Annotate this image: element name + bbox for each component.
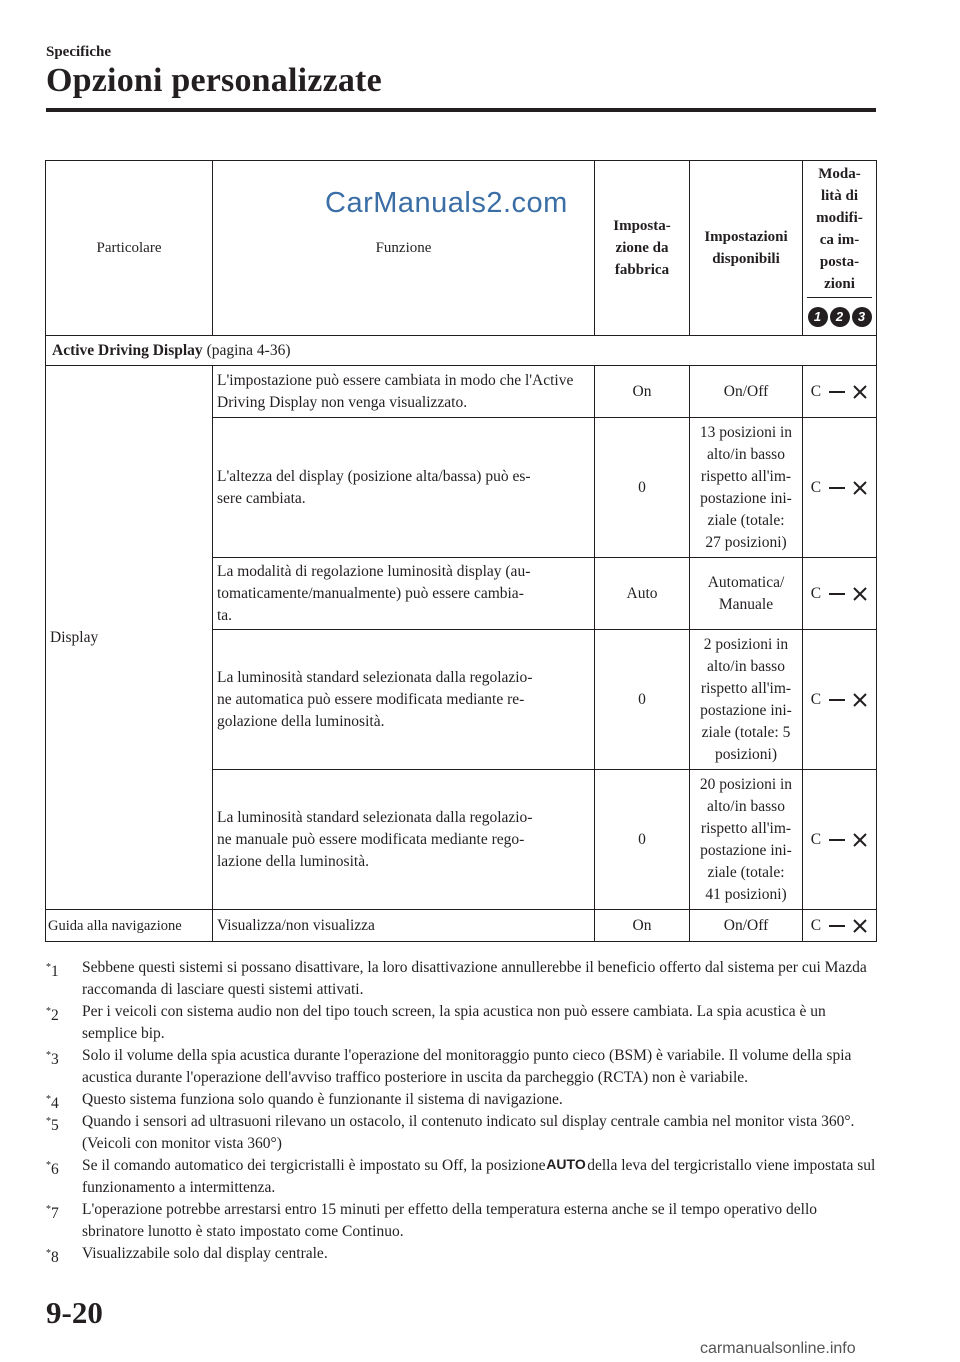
footnote-text: Questo sistema funziona solo quando è funzionante il sistema di navigazione. [82,1091,563,1108]
available-cell: 13 posizioni in alto/in basso rispetto all'im- postazione ini- ziale (totale: 27 posizioni) [690,418,803,558]
page-number: 9-20 [46,1295,103,1330]
footnote [46,1155,876,1199]
footnote-text: L'operazione potrebbe arrestarsi entro 15 minuti per effetto della temperatura esterna anche se il tempo operativo dello sbrinatore lunotto è stato impostato come Continuo. [82,1201,818,1240]
footnote-mark: *1 [46,962,59,980]
title-rule [46,108,876,112]
default-cell: 0 [595,770,690,910]
function-cell: Visualizza/non visualizza [213,910,595,942]
watermark: CarManuals2.com [325,187,568,219]
number-2-icon: 2 [830,307,850,327]
default-cell: Auto [595,558,690,630]
available-cell: Automatica/ Manuale [690,558,803,630]
cross-icon [852,384,868,400]
dash-icon [829,699,845,701]
svg-text:AUTO: AUTO [546,1156,587,1172]
default-cell: 0 [595,418,690,558]
dash-icon [829,839,845,841]
modification-cell [803,630,877,770]
section-page-ref: (pagina 4-36) [202,341,291,359]
header-available: Impostazioni disponibili [690,161,803,336]
footnote [46,1045,876,1089]
section-row [46,336,877,366]
number-3-icon: 3 [852,307,872,327]
footnote-text: Visualizzabile solo dal display centrale. [82,1245,328,1262]
footnote-mark: *7 [46,1204,59,1222]
function-cell: La modalità di regolazione luminosità display (au- tomaticamente/manualmente) può essere cambia- ta. [213,558,595,630]
header-default: Imposta- zione da fabbrica [595,161,690,336]
cross-icon [852,692,868,708]
footnote-text: Solo il volume della spia acustica durante l'operazione del monitoraggio punto cieco (BSM) è variabile. Il volume della spia acustica durante l'operazione dell'avviso traffico posteriore in uscita da parcheggio (RCTA) non è variabile. [82,1047,852,1086]
available-cell: On/Off [690,910,803,942]
cross-icon [852,918,868,934]
cross-icon [852,586,868,602]
function-cell: La luminosità standard selezionata dalla regolazio- ne automatica può essere modificata mediante re- golazione della luminosità. [213,630,595,770]
header-modification [803,161,877,336]
footnote-mark: *2 [46,1006,59,1024]
footnote [46,1089,876,1111]
header-modification-label: Moda- lità di modifi- ca im- posta- zioni [816,166,863,292]
custom-options-table [45,160,877,942]
footnote-mark: *4 [46,1094,59,1112]
group-label-cell: Display [46,366,213,910]
mod-c-label: C [810,916,822,934]
modification-cell [803,558,877,630]
mod-c-label: C [810,690,822,708]
available-cell: 2 posizioni in alto/in basso rispetto all'im- postazione ini- ziale (totale: 5 posizioni) [690,630,803,770]
header-funzione: Funzione [213,161,595,336]
auto-wiper-icon [546,1156,587,1172]
footnote-text-after: della leva del tergicristallo viene impostata sul funzionamento a intermittenza. [82,1157,876,1196]
default-cell: 0 [595,630,690,770]
function-cell: L'impostazione può essere cambiata in modo che l'Active Driving Display non venga visualizzato. [213,366,595,418]
section-label: Specifiche [46,44,111,60]
mod-c-label: C [810,830,822,848]
footnote-mark: *8 [46,1248,59,1266]
modification-number-row [807,297,872,335]
table-row [46,910,877,942]
default-cell: On [595,366,690,418]
section-name: Active Driving Display [52,341,203,359]
cross-icon [852,480,868,496]
footer-watermark: carmanualsonline.info [700,1340,856,1357]
cross-icon [852,832,868,848]
function-cell: La luminosità standard selezionata dalla regolazio- ne manuale può essere modificata mediante rego- lazione della luminosità. [213,770,595,910]
modification-cell [803,418,877,558]
available-cell: 20 posizioni in alto/in basso rispetto all'im- postazione ini- ziale (totale: 41 posizioni) [690,770,803,910]
footnote-text-before: Se il comando automatico dei tergicristalli è impostato su Off, la posizione [82,1157,550,1174]
mod-c-label: C [810,382,822,400]
footnote [46,1001,876,1045]
mod-c-label: C [810,478,822,496]
footnote-text: Sebbene questi sistemi si possano disattivare, la loro disattivazione annullerebbe il beneficio offerto dal sistema per cui Mazda raccomanda di lasciare questi sistemi attivati. [82,959,867,998]
footnotes [46,957,876,1265]
section-cell [46,336,877,366]
page-title: Opzioni personalizzate [46,62,382,99]
footnote-text: Per i veicoli con sistema audio non del tipo touch screen, la spia acustica non può essere cambiata. La spia acustica è un semplice bip. [82,1003,826,1042]
dash-icon [829,593,845,595]
function-cell: L'altezza del display (posizione alta/bassa) può es- sere cambiata. [213,418,595,558]
modification-cell [803,770,877,910]
modification-cell [803,910,877,942]
dash-icon [829,487,845,489]
footnote-text: Quando i sensori ad ultrasuoni rilevano un ostacolo, il contenuto indicato sul display centrale cambia nel monitor vista 360°. (Veicoli con monitor vista 360°) [82,1113,855,1152]
particolare-cell: Guida alla navigazione [46,910,213,942]
modification-cell [803,366,877,418]
footnote-mark: *3 [46,1050,59,1068]
dash-icon [829,925,845,927]
footnote [46,1111,876,1155]
footnote-mark: *6 [46,1160,59,1178]
table-row [46,366,877,418]
number-1-icon: 1 [808,307,828,327]
mod-c-label: C [810,584,822,602]
footnote [46,1199,876,1243]
footnote [46,1243,876,1265]
default-cell: On [595,910,690,942]
header-particolare: Particolare [46,161,213,336]
footnote-mark: *5 [46,1116,59,1134]
dash-icon [829,391,845,393]
footnote [46,957,876,1001]
available-cell: On/Off [690,366,803,418]
